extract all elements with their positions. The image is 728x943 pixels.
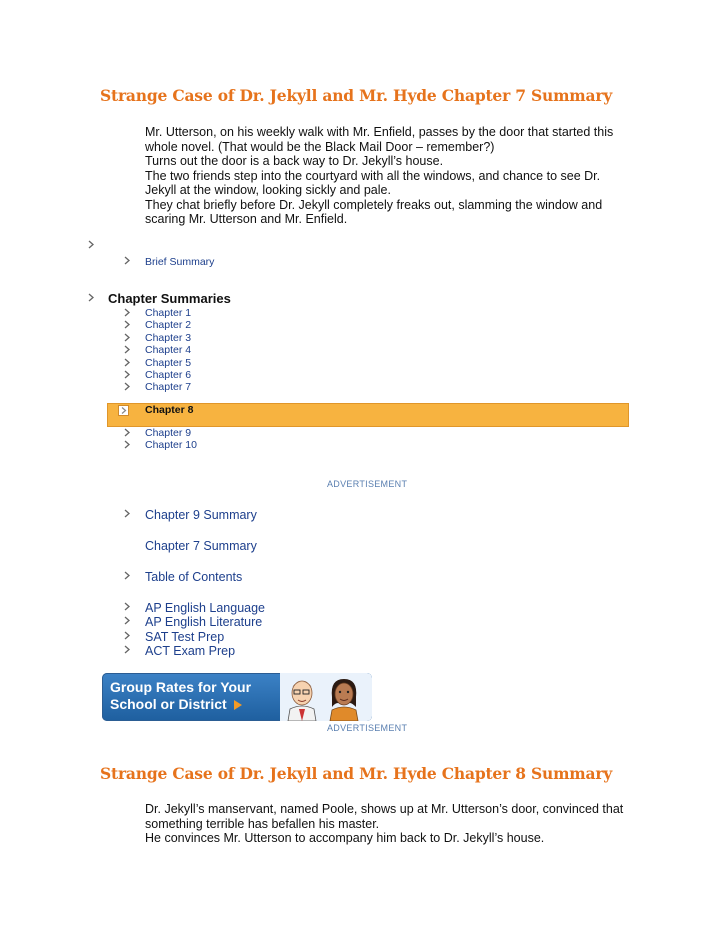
summary-line: Mr. Utterson, on his weekly walk with Mr. Enfield, passes by the door that started this	[145, 125, 614, 139]
chapter-link[interactable]: Chapter 3	[145, 331, 192, 344]
chapter-link[interactable]: Chapter 1	[145, 307, 192, 319]
chevron-right-icon	[118, 405, 129, 416]
chevron-right-icon	[124, 440, 130, 449]
banner-line-2-row	[110, 696, 251, 713]
previous-chapter-link[interactable]: Chapter 7 Summary	[145, 539, 257, 553]
chevron-right-icon	[124, 308, 130, 317]
chapter-link[interactable]: Chapter 4	[145, 344, 192, 357]
related-link[interactable]: SAT Test Prep	[145, 629, 225, 644]
summary-line: something terrible has befallen his master.	[145, 816, 380, 831]
chevron-right-icon	[88, 293, 94, 302]
chevron-right-icon	[124, 320, 130, 329]
related-link[interactable]: ACT Exam Prep	[145, 643, 236, 658]
chevron-right-icon	[124, 428, 130, 437]
play-arrow-icon	[233, 699, 243, 711]
chapter-link[interactable]: Chapter 9	[145, 427, 192, 439]
table-of-contents-link[interactable]: Table of Contents	[145, 570, 243, 584]
advertisement-label: ADVERTISEMENT	[327, 723, 408, 733]
chevron-right-icon	[124, 382, 130, 391]
banner-text	[110, 679, 251, 713]
summary-line: Dr. Jekyll’s manservant, named Poole, shows up at Mr. Utterson’s door, convinced that	[145, 802, 624, 816]
cartoon-people-illustration	[280, 673, 372, 721]
chevron-right-icon	[124, 370, 130, 379]
chapter-8-heading: Strange Case of Dr. Jekyll and Mr. Hyde Chapter 8 Summary	[100, 764, 613, 783]
chevron-right-icon	[88, 240, 94, 249]
chapter-link[interactable]: Chapter 5	[145, 356, 192, 369]
summary-line: They chat briefly before Dr. Jekyll completely freaks out, slamming the window and	[145, 197, 603, 212]
chevron-right-icon	[124, 645, 130, 654]
related-link[interactable]: AP English Literature	[145, 615, 263, 630]
chapter-7-summary-text	[145, 125, 625, 227]
chapter-link[interactable]: Chapter 6	[145, 369, 192, 381]
next-chapter-link[interactable]: Chapter 9 Summary	[145, 508, 257, 522]
chapter-8-summary-text	[145, 802, 625, 846]
summary-line: The two friends step into the courtyard with all the windows, and chance to see Dr.	[145, 168, 601, 183]
summary-line: Jekyll at the window, looking sickly and pale.	[145, 183, 391, 197]
chevron-right-icon	[124, 631, 130, 640]
chapter-link[interactable]: Chapter 10	[145, 439, 197, 452]
brief-summary-link[interactable]: Brief Summary	[145, 256, 215, 268]
chapter-summaries-title: Chapter Summaries	[108, 291, 231, 306]
summary-line: scaring Mr. Utterson and Mr. Enfield.	[145, 212, 348, 226]
chevron-right-icon	[124, 602, 130, 611]
chevron-right-icon	[124, 345, 130, 354]
summary-line: whole novel. (That would be the Black Mail Door – remember?)	[145, 139, 495, 154]
chapter-link[interactable]: Chapter 7	[145, 381, 192, 394]
chapter-7-heading: Strange Case of Dr. Jekyll and Mr. Hyde Chapter 7 Summary	[100, 86, 613, 105]
summary-line: Turns out the door is a back way to Dr. Jekyll’s house.	[145, 154, 444, 168]
chevron-right-icon	[124, 571, 130, 580]
summary-line: He convinces Mr. Utterson to accompany him back to Dr. Jekyll’s house.	[145, 831, 545, 845]
chevron-right-icon	[124, 358, 130, 367]
related-link[interactable]: AP English Language	[145, 601, 266, 615]
current-chapter-label[interactable]: Chapter 8	[145, 404, 194, 416]
banner-line-1: Group Rates for Your	[110, 679, 252, 695]
chevron-right-icon	[124, 509, 130, 518]
chevron-right-icon	[124, 616, 130, 625]
advertisement-label: ADVERTISEMENT	[327, 479, 408, 489]
banner-line-2: School or District	[110, 696, 227, 712]
chapter-link[interactable]: Chapter 2	[145, 319, 192, 332]
chevron-right-icon	[124, 256, 130, 265]
chevron-right-icon	[124, 333, 130, 342]
group-rates-banner[interactable]	[102, 673, 372, 721]
